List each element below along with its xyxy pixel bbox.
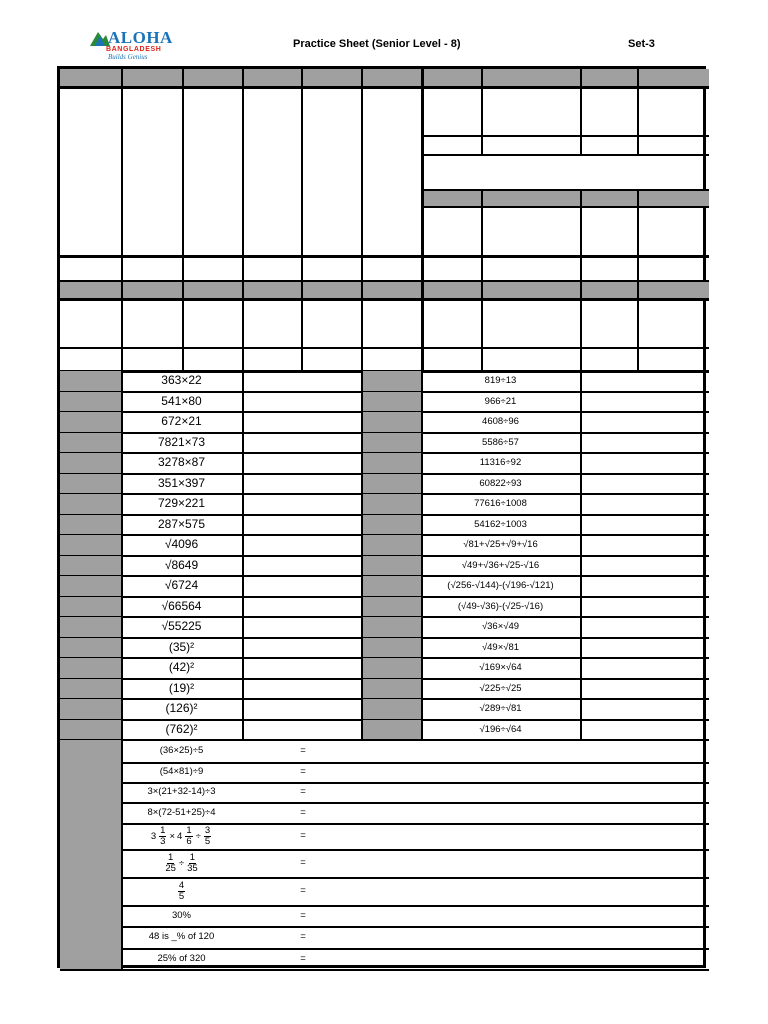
row-label-cell [60,720,121,740]
answer-field[interactable] [581,371,708,391]
grid-line [301,69,303,370]
row-label-cell [60,877,121,905]
grid-line [361,370,363,740]
expression: 30% [171,910,191,921]
equals-sign: = [300,786,306,797]
header-cell [182,69,242,86]
header-cell [121,69,182,86]
grid-line [481,189,483,370]
problem-right: (√256-√144)-(√196-√121) [447,580,554,591]
row-label-cell [361,556,421,576]
problem-left: √8649 [164,557,199,572]
logo-wordmark: ALOHA [108,28,173,47]
equals-sign: = [300,910,306,921]
row-label-cell [361,720,421,740]
answer-field[interactable] [243,392,360,412]
expression-part: ÷ [195,830,201,842]
problem-right: √36×√49 [481,621,520,632]
problem-left: √55225 [161,619,202,633]
expression-part: 3 [150,830,157,842]
header-cell [301,281,361,298]
row-label-cell [60,617,121,637]
row-label-cell [60,494,121,514]
problem-right: (√49-√36)-(√25-√16) [457,600,544,612]
header-cell [481,281,580,298]
answer-field[interactable] [243,474,360,494]
sheet-header [0,0,768,66]
row-label-cell [60,740,121,762]
row-label-cell [361,658,421,678]
grid-line [637,69,639,154]
row-label-cell [361,494,421,514]
expression: 8×(72-51+25)÷4 [147,807,216,818]
expression: 25% of 320 [157,953,206,964]
grid-line [182,69,184,370]
grid-line [421,135,709,137]
answer-field[interactable] [313,926,708,948]
fraction: $\frac{3}{5}$ [204,824,211,847]
row-label-cell [60,679,121,699]
problem-right: √289÷√81 [479,703,522,714]
fraction: $\frac{1}{35}$ [187,851,198,874]
row-label-cell [361,597,421,617]
answer-field[interactable] [581,535,708,555]
row-label-cell [60,576,121,596]
header-cell [361,281,421,298]
row-label-cell [361,371,421,391]
header-cell [580,69,637,86]
expression [121,849,242,877]
answer-field[interactable] [581,515,708,535]
answer-field[interactable] [243,720,360,740]
problem-right: 966÷21 [484,395,517,407]
row-label-cell [60,782,121,802]
answer-field[interactable] [243,412,360,432]
grid-line [60,280,709,282]
problem-left: (19)² [168,680,195,695]
header-cell [637,189,709,206]
grid-line [580,69,582,154]
problem-right: √81+√25+√9+√16 [463,539,538,550]
grid-line [421,69,424,370]
grid-line [421,154,709,156]
grid-line [481,69,483,154]
header-cell [60,69,121,86]
expression-part: × [169,830,176,842]
row-label-cell [361,412,421,432]
answer-field[interactable] [313,802,708,823]
practice-grid [57,66,706,968]
answer-field[interactable] [581,474,708,494]
grid-line [637,189,639,370]
grid-line [60,86,709,89]
problem-right: 4608÷96 [482,416,519,427]
header-cell [421,69,481,86]
answer-field[interactable] [243,617,360,637]
problem-right: 54162÷1003 [474,518,527,530]
aloha-logo [90,28,180,64]
row-label-cell [60,926,121,948]
grid-line [580,189,582,370]
grid-line [60,255,709,258]
answer-field[interactable] [243,597,360,617]
equals-sign: = [300,745,306,756]
row-label-cell [361,433,421,453]
header-cell [421,281,481,298]
problem-right: √49+√36+√25-√16 [461,559,540,571]
problem-right: √169×√64 [479,662,522,673]
header-cell [637,69,709,86]
problem-right: 60822÷93 [479,477,522,489]
equals-sign: = [300,885,306,896]
header-cell [301,69,361,86]
row-label-cell [361,515,421,535]
answer-field[interactable] [313,905,708,926]
answer-field[interactable] [581,433,708,453]
answer-field[interactable] [581,453,708,473]
header-cell [580,281,637,298]
problem-right: √49×√81 [481,641,520,653]
fraction: $\frac{4}{5}$ [178,879,185,902]
problem-right: 11316÷92 [479,457,522,468]
answer-field[interactable] [313,948,708,969]
answer-field[interactable] [243,679,360,699]
answer-field[interactable] [243,699,360,719]
header-cell [121,281,182,298]
answer-field[interactable] [243,556,360,576]
grid-line [421,370,423,740]
answer-field[interactable] [313,782,708,802]
answer-field[interactable] [313,823,708,849]
mountain-icon [90,28,110,46]
answer-field[interactable] [243,453,360,473]
row-label-cell [60,849,121,877]
problem-right: √225÷√25 [479,682,522,694]
row-label-cell [60,474,121,494]
expression-part: 4 [177,830,183,842]
grid-line [242,69,244,370]
logo-country: BANGLADESH [106,46,162,53]
expression [121,823,242,849]
grid-line [361,69,363,370]
problem-left: √66564 [161,598,202,613]
answer-field[interactable] [243,371,360,391]
problem-left: 351×397 [157,475,206,490]
answer-field[interactable] [581,638,708,658]
row-label-cell [60,638,121,658]
expression: 48 is _% of 120 [148,931,215,942]
problem-right: 5586÷57 [482,436,519,448]
row-label-cell [361,617,421,637]
row-label-cell [60,823,121,849]
fraction: $\frac{1}{25}$ [165,851,176,874]
grid-line [121,740,123,969]
problem-left: √6724 [164,578,199,592]
expression: 3×(21+32-14)÷3 [147,786,216,797]
grid-line [60,298,709,301]
row-label-cell [361,392,421,412]
row-label-cell [361,576,421,596]
header-cell [580,189,637,206]
fraction: $\frac{1}{3}$ [160,824,166,847]
grid-line [580,370,582,740]
equals-sign: = [300,807,306,818]
answer-field[interactable] [581,556,708,576]
header-cell [242,69,301,86]
grid-line [60,969,709,971]
row-label-cell [60,535,121,555]
row-label-cell [60,433,121,453]
row-label-cell [60,597,121,617]
row-label-cell [60,412,121,432]
answer-field[interactable] [243,658,360,678]
header-cell [481,189,580,206]
problem-left: (762)² [165,721,198,736]
problem-right: √196÷√64 [479,723,522,735]
grid-line [121,370,123,740]
grid-line [421,189,709,191]
set-label: Set-3 [628,38,655,50]
answer-field[interactable] [581,412,708,432]
logo-tagline: Builds Genius [108,53,148,61]
answer-field[interactable] [243,576,360,596]
equals-sign: = [300,931,306,942]
row-label-cell [361,474,421,494]
row-label-cell [361,638,421,658]
expression [121,877,242,905]
problem-left: (35)² [168,639,195,654]
answer-field[interactable] [243,535,360,555]
fraction: $\frac{1}{6}$ [186,824,192,847]
grid-line [242,370,244,740]
answer-field[interactable] [313,740,708,762]
header-cell [361,69,421,86]
answer-field[interactable] [313,849,708,877]
row-label-cell [361,453,421,473]
answer-field[interactable] [581,658,708,678]
expression: (54×81)÷9 [159,766,204,777]
problem-right: 819÷13 [484,375,517,386]
row-label-cell [60,948,121,969]
grid-line [121,69,123,370]
answer-field[interactable] [243,494,360,514]
problem-left: 287×575 [157,516,206,531]
header-cell [421,189,481,206]
answer-field[interactable] [313,877,708,905]
row-label-cell [60,453,121,473]
answer-field[interactable] [581,597,708,617]
row-label-cell [361,679,421,699]
row-label-cell [60,371,121,391]
row-label-cell [60,515,121,535]
answer-field[interactable] [243,638,360,658]
grid-line [60,347,709,349]
answer-field[interactable] [581,392,708,412]
header-cell [481,69,580,86]
header-cell [182,281,242,298]
row-label-cell [60,699,121,719]
answer-field[interactable] [581,720,708,740]
row-label-cell [60,762,121,782]
problem-left: 7821×73 [157,434,206,449]
expression-part: ÷ [178,857,185,869]
equals-sign: = [300,830,306,841]
grid-line [421,206,709,208]
expression: (36×25)÷5 [159,745,204,756]
answer-field[interactable] [243,515,360,535]
row-label-cell [60,392,121,412]
problem-right: 77616÷1008 [474,498,527,509]
problem-left: 3278×87 [157,455,206,469]
header-cell [637,281,709,298]
answer-field[interactable] [313,762,708,782]
problem-left: √4096 [164,537,199,551]
problem-left: 729×221 [157,496,206,510]
equals-sign: = [300,766,306,777]
answer-field[interactable] [581,576,708,596]
problem-left: 541×80 [161,393,202,408]
problem-left: 672×21 [161,414,202,428]
row-label-cell [60,905,121,926]
row-label-cell [60,802,121,823]
row-label-cell [60,556,121,576]
answer-field[interactable] [581,679,708,699]
header-cell [60,281,121,298]
row-label-cell [361,535,421,555]
answer-field[interactable] [581,617,708,637]
equals-sign: = [300,953,306,964]
answer-field[interactable] [581,699,708,719]
row-label-cell [361,699,421,719]
equals-sign: = [300,857,306,868]
problem-left: 363×22 [161,373,202,387]
problem-left: (42)² [168,660,195,674]
header-cell [242,281,301,298]
answer-field[interactable] [581,494,708,514]
problem-left: (126)² [165,701,198,715]
answer-field[interactable] [243,433,360,453]
page-title: Practice Sheet (Senior Level - 8) [293,38,461,50]
row-label-cell [60,658,121,678]
